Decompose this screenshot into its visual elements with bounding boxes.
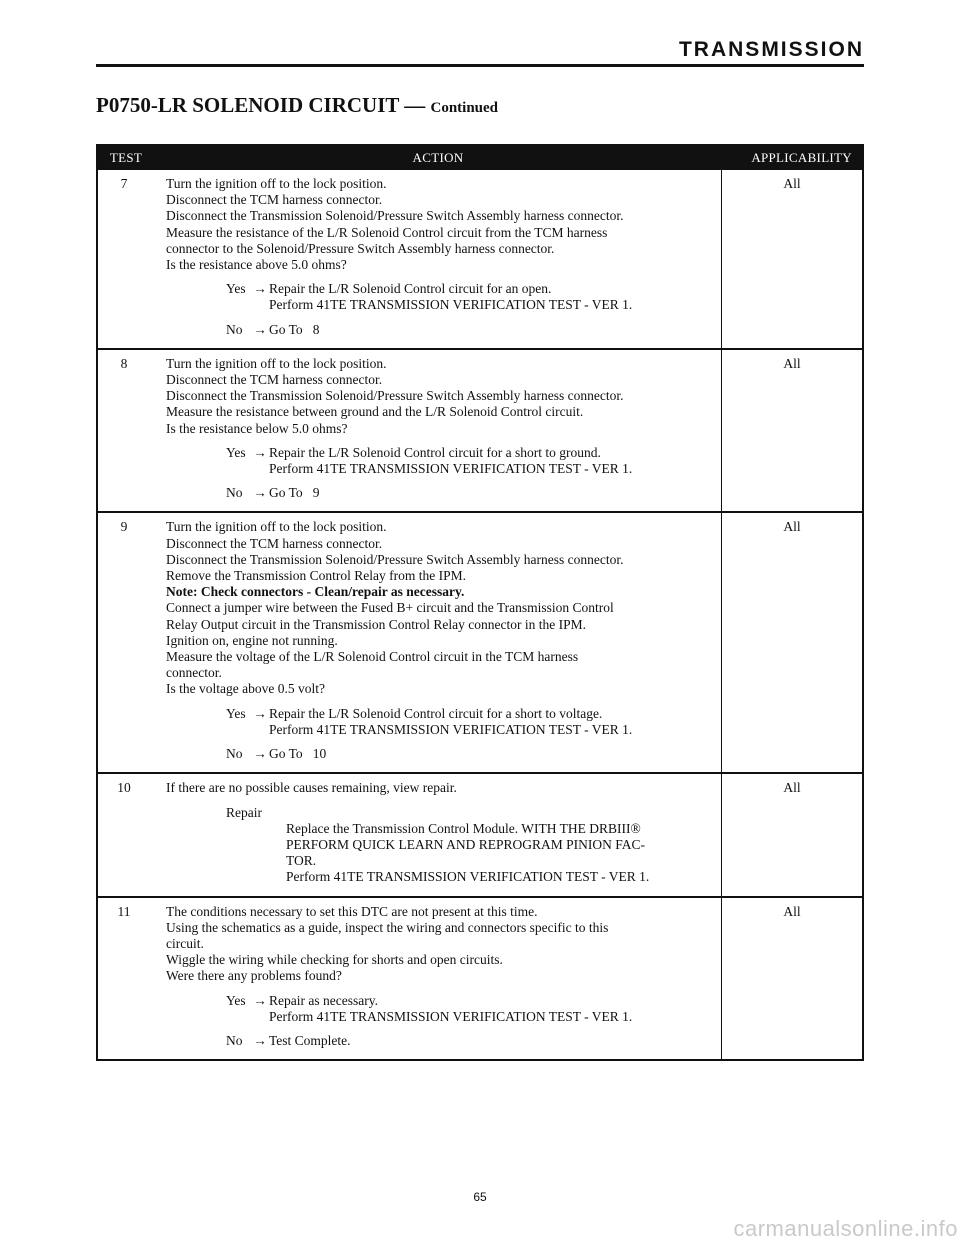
yes-answer [166, 706, 715, 738]
table-row [98, 772, 862, 895]
arrow-icon: → [253, 746, 267, 762]
section-rule [96, 64, 864, 67]
yes-text [269, 281, 715, 313]
procedure-table [96, 144, 864, 1061]
action-line: connector to the Solenoid/Pressure Switch Assembly harness connector. [166, 240, 555, 256]
page-heading [96, 92, 498, 121]
arrow-icon: → [253, 1032, 267, 1048]
action-line: Disconnect the TCM harness connector. [166, 372, 383, 388]
no-label: No [226, 321, 243, 337]
yes-label: Yes [226, 281, 246, 297]
yes-text-line: Repair the L/R Solenoid Control circuit for a short to ground. [269, 444, 601, 460]
action-cell [150, 170, 722, 348]
no-answer [166, 1033, 715, 1049]
yes-answer [166, 993, 715, 1025]
applicability-cell: All [783, 903, 801, 919]
yes-label: Yes [226, 444, 246, 460]
action-line: Turn the ignition off to the lock position. [166, 355, 387, 371]
applicability-cell: All [783, 176, 801, 191]
action-note: Note: Check connectors - Clean/repair as necessary. [166, 584, 465, 600]
action-line: Remove the Transmission Control Relay from the IPM. [166, 568, 466, 584]
test-number: 9 [120, 519, 128, 535]
applicability-cell: All [783, 519, 801, 535]
no-label: No [226, 485, 243, 501]
test-number: 10 [117, 780, 131, 796]
no-text: Go To 8 [269, 321, 320, 337]
action-cell [150, 774, 722, 895]
test-number: 7 [120, 176, 128, 191]
action-line: Disconnect the TCM harness connector. [166, 192, 383, 208]
repair-text [226, 821, 715, 886]
action-line: Measure the resistance of the L/R Solenoid Control circuit from the TCM harness [166, 224, 608, 240]
yes-text-line: Repair the L/R Solenoid Control circuit for a short to voltage. [269, 705, 603, 721]
action-question: Is the voltage above 0.5 volt? [166, 681, 325, 697]
repair-line: TOR. [286, 853, 317, 869]
repair-line: Replace the Transmission Control Module. WITH THE DRBIII® [286, 820, 641, 836]
yes-text [269, 706, 715, 738]
yes-answer [166, 281, 715, 313]
no-label: No [226, 746, 243, 762]
arrow-icon: → [253, 992, 267, 1008]
action-line: Turn the ignition off to the lock position. [166, 519, 387, 535]
yes-text-line: Perform 41TE TRANSMISSION VERIFICATION TEST - VER 1. [269, 1008, 633, 1024]
arrow-icon: → [253, 705, 267, 721]
heading-continued: Continued [430, 100, 499, 116]
action-line: circuit. [166, 935, 204, 951]
action-line: Disconnect the Transmission Solenoid/Pressure Switch Assembly harness connector. [166, 208, 624, 224]
action-question: Is the resistance below 5.0 ohms? [166, 420, 348, 436]
yes-text [269, 445, 715, 477]
yes-text-line: Perform 41TE TRANSMISSION VERIFICATION TEST - VER 1. [269, 721, 633, 737]
action-line: Wiggle the wiring while checking for shorts and open circuits. [166, 952, 503, 968]
action-line: If there are no possible causes remaining, view repair. [166, 780, 457, 796]
yes-text-line: Repair as necessary. [269, 992, 378, 1008]
action-line: Measure the voltage of the L/R Solenoid Control circuit in the TCM harness [166, 649, 579, 665]
yes-label: Yes [226, 992, 246, 1008]
yes-text-line: Perform 41TE TRANSMISSION VERIFICATION TEST - VER 1. [269, 297, 633, 313]
no-answer [166, 322, 715, 338]
repair-line: Perform 41TE TRANSMISSION VERIFICATION TEST - VER 1. [286, 869, 650, 885]
action-line: The conditions necessary to set this DTC are not present at this time. [166, 903, 538, 919]
header-applicability: APPLICABILITY [751, 149, 852, 165]
action-line: Disconnect the Transmission Solenoid/Pressure Switch Assembly harness connector. [166, 388, 624, 404]
table-header-row [98, 146, 862, 170]
action-line: Ignition on, engine not running. [166, 632, 338, 648]
arrow-icon: → [253, 321, 267, 337]
action-cell [150, 513, 722, 772]
action-line: Connect a jumper wire between the Fused B+ circuit and the Transmission Control [166, 600, 614, 616]
page-number: 65 [473, 1190, 487, 1204]
arrow-icon: → [253, 281, 267, 297]
no-answer [166, 746, 715, 762]
repair-block [166, 805, 715, 886]
test-number: 11 [117, 903, 131, 919]
action-line: Relay Output circuit in the Transmission Control Relay connector in the IPM. [166, 616, 586, 632]
action-line: Measure the resistance between ground and the L/R Solenoid Control circuit. [166, 404, 584, 420]
no-text: Go To 9 [269, 485, 320, 501]
action-line: Using the schematics as a guide, inspect the wiring and connectors specific to this [166, 919, 609, 935]
table-row [98, 511, 862, 772]
yes-text-line: Perform 41TE TRANSMISSION VERIFICATION TEST - VER 1. [269, 461, 633, 477]
header-test: TEST [109, 149, 143, 165]
action-question: Is the resistance above 5.0 ohms? [166, 257, 347, 273]
table-row [98, 896, 862, 1060]
section-title: TRANSMISSION [678, 38, 864, 61]
arrow-icon: → [253, 485, 267, 501]
arrow-icon: → [253, 444, 267, 460]
table-row [98, 348, 862, 512]
yes-text-line: Repair the L/R Solenoid Control circuit for an open. [269, 281, 552, 297]
no-label: No [226, 1032, 243, 1048]
repair-label: Repair [226, 804, 262, 820]
header-action: ACTION [412, 149, 464, 165]
action-line: Disconnect the TCM harness connector. [166, 535, 383, 551]
heading-main: P0750-LR SOLENOID CIRCUIT — [96, 93, 426, 117]
action-question: Were there any problems found? [166, 968, 342, 984]
yes-text [269, 993, 715, 1025]
section-header [96, 38, 864, 67]
table-row [98, 170, 862, 348]
action-cell [150, 898, 722, 1060]
action-line: connector. [166, 665, 222, 681]
test-number: 8 [120, 355, 128, 371]
no-text: Test Complete. [269, 1032, 351, 1048]
action-line: Turn the ignition off to the lock position. [166, 176, 387, 191]
no-answer [166, 485, 715, 501]
action-cell [150, 350, 722, 512]
yes-label: Yes [226, 705, 246, 721]
applicability-cell: All [783, 355, 801, 371]
watermark: carmanualsonline.info [733, 1216, 958, 1241]
applicability-cell: All [783, 780, 801, 796]
no-text: Go To 10 [269, 746, 327, 762]
repair-line: PERFORM QUICK LEARN AND REPROGRAM PINION FAC- [286, 836, 646, 852]
yes-answer [166, 445, 715, 477]
action-line: Disconnect the Transmission Solenoid/Pressure Switch Assembly harness connector. [166, 551, 624, 567]
